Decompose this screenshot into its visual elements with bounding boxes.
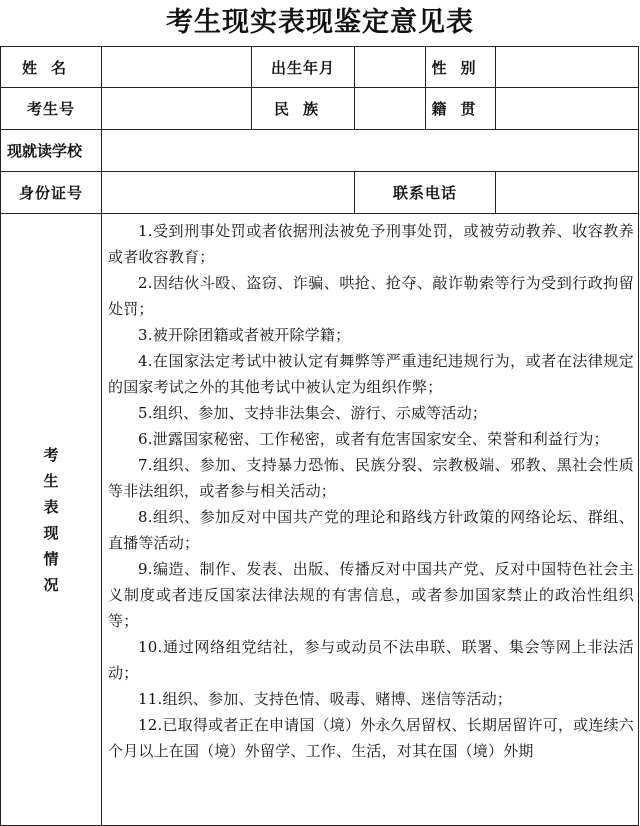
- current-school-field[interactable]: [102, 130, 639, 172]
- form-row-basic-1: [1, 47, 639, 88]
- form-row-contact: [1, 172, 639, 214]
- performance-item: 11.组织、参加、支持色情、吸毒、赌博、迷信等活动；: [138, 690, 513, 708]
- side-char: 生: [43, 471, 59, 490]
- side-char: 表: [43, 497, 59, 516]
- ethnicity-field[interactable]: [355, 88, 426, 130]
- birth-date-field[interactable]: [355, 47, 426, 88]
- gender-label: 性别: [426, 47, 496, 88]
- performance-item: 9.编造、制作、发表、出版、传播反对中国共产党、反对中国特色社会主义制度或者违反国家法律法规的有害信息，或者参加国家禁止的政治性组织等；: [108, 560, 634, 630]
- id-number-label: 身份证号: [1, 172, 102, 214]
- page-title: 考生现实表现鉴定意见表: [166, 7, 474, 38]
- birth-date-label: 出生年月: [252, 47, 355, 88]
- performance-item: 8.组织、参加反对中国共产党的理论和路线方针政策的网络论坛、群组、直播等活动；: [108, 508, 634, 552]
- side-char: 考: [43, 445, 59, 464]
- current-school-label: 现就读学校: [1, 130, 102, 172]
- exam-number-label: 考生号: [1, 88, 102, 130]
- performance-content: [102, 214, 639, 826]
- performance-item: 6.泄露国家秘密、工作秘密，或者有危害国家安全、荣誉和利益行为；: [138, 430, 609, 448]
- form-row-school: [1, 130, 639, 172]
- name-label: 姓名: [1, 47, 102, 88]
- appraisal-form-table: [0, 46, 639, 826]
- ethnicity-label: 民族: [252, 88, 355, 130]
- phone-label: 联系电话: [355, 172, 496, 214]
- name-field[interactable]: [102, 47, 252, 88]
- native-place-field[interactable]: [496, 88, 639, 130]
- performance-item: 4.在国家法定考试中被认定有舞弊等严重违纪违规行为，或者在法律规定的国家考试之外的其他考试中被认定为组织作弊；: [108, 352, 634, 396]
- form-row-basic-2: [1, 88, 639, 130]
- native-place-label: 籍贯: [426, 88, 496, 130]
- performance-item: 2.因结伙斗殴、盗窃、诈骗、哄抢、抢夺、敲诈勒索等行为受到行政拘留处罚；: [108, 274, 634, 318]
- side-char: 况: [43, 575, 59, 594]
- exam-number-field[interactable]: [102, 88, 252, 130]
- performance-item: 7.组织、参加、支持暴力恐怖、民族分裂、宗教极端、邪教、黑社会性质等非法组织，或者参与相关活动；: [108, 456, 634, 500]
- performance-side-label: [1, 214, 102, 826]
- side-char: 现: [43, 523, 59, 542]
- performance-item: 5.组织、参加、支持非法集会、游行、示威等活动；: [138, 404, 488, 422]
- performance-item: 3.被开除团籍或者被开除学籍；: [138, 326, 351, 344]
- id-number-field[interactable]: [102, 172, 355, 214]
- performance-item: 12.已取得或者正在申请国（境）外永久居留权、长期居留许可，或连续六个月以上在国（境）外留学、工作、生活，对其在国（境）外期: [108, 716, 634, 760]
- side-char: 情: [43, 549, 59, 568]
- performance-item: 10.通过网络组党结社，参与或动员不法串联、联署、集会等网上非法活动；: [108, 638, 634, 682]
- form-row-performance: [1, 214, 639, 826]
- performance-item: 1.受到刑事处罚或者依据刑法被免予刑事处罚，或被劳动教养、收容教养或者收容教育；: [108, 222, 634, 266]
- gender-field[interactable]: [496, 47, 639, 88]
- phone-field[interactable]: [496, 172, 639, 214]
